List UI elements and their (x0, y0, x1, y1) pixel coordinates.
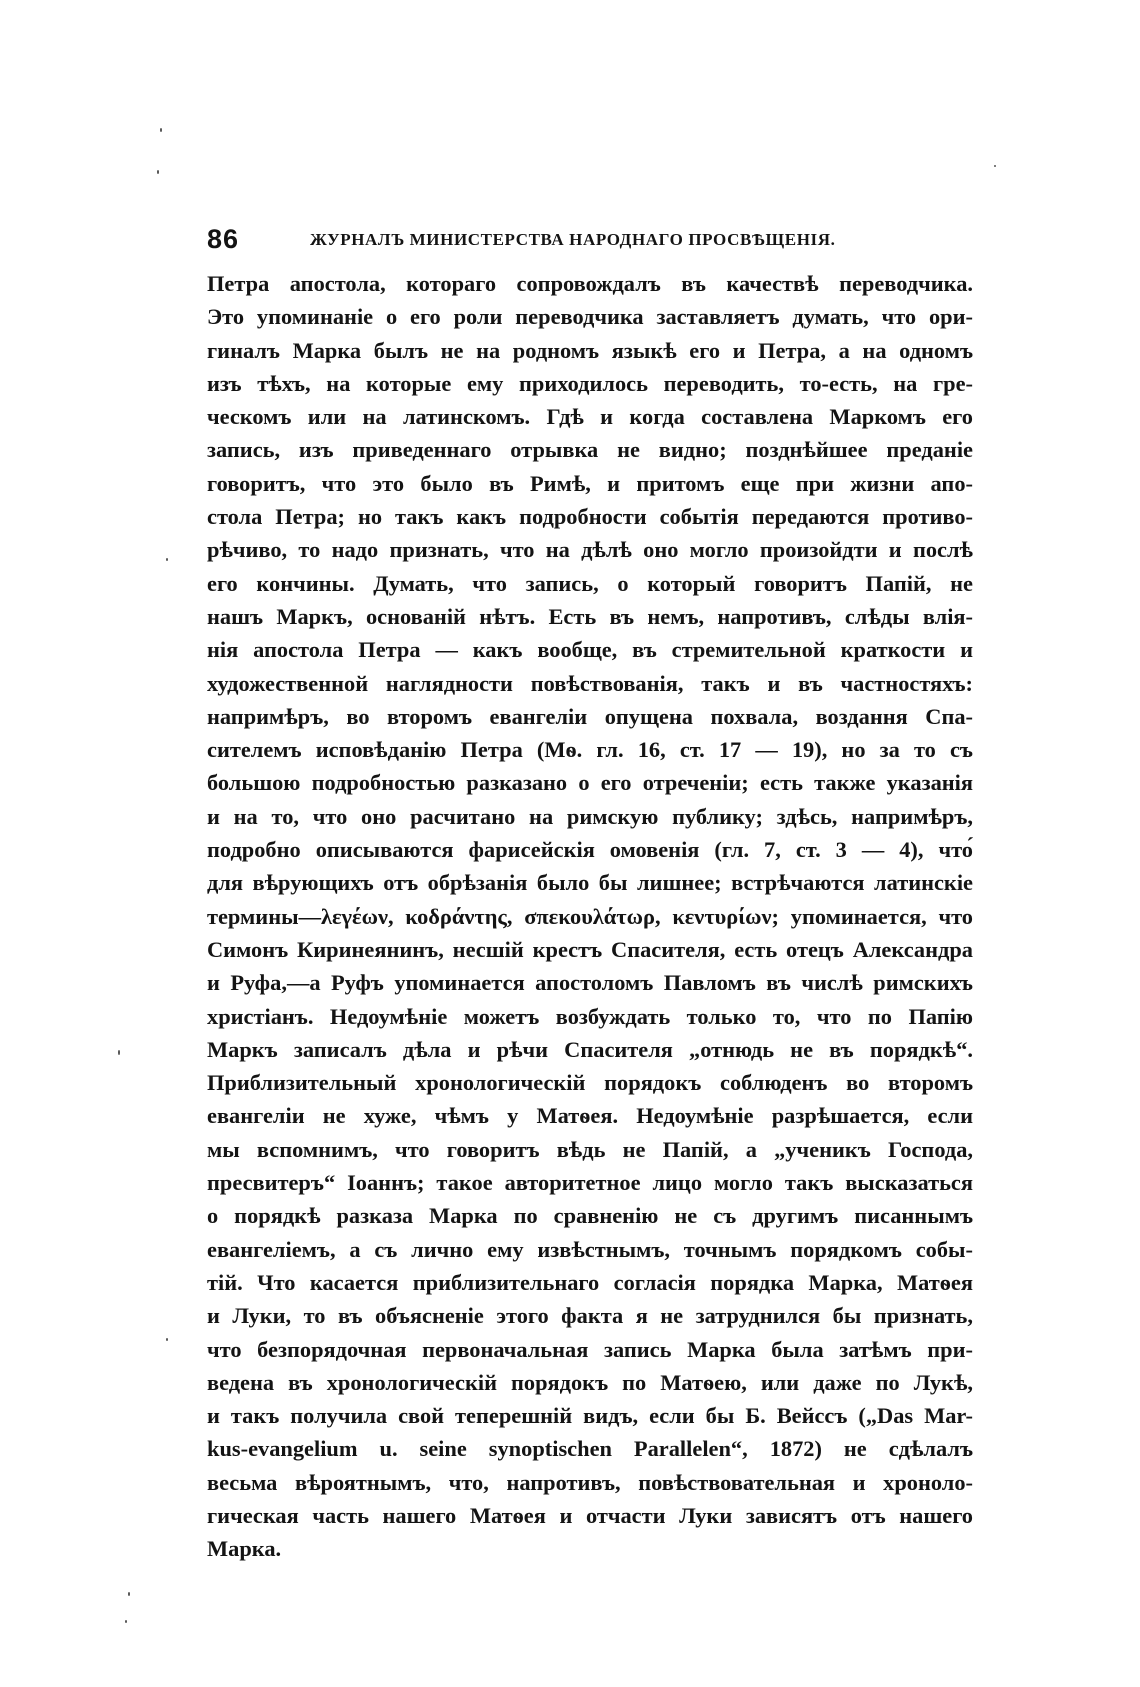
text-line: что безпорядочная первоначальная запись Марка была затѣмъ при- (207, 1336, 973, 1362)
scan-speck (128, 1592, 130, 1596)
text-line: рѣчиво, то надо признать, что на дѣлѣ оно могло произойдти и послѣ (207, 537, 973, 563)
scan-speck (118, 1050, 120, 1055)
text-line: Симонъ Киринеянинъ, несшій крестъ Спасителя, есть отецъ Александра (207, 936, 973, 962)
text-line: и Руфа,—а Руфъ упоминается апостоломъ Павломъ въ числѣ римскихъ (207, 970, 973, 996)
text-line: пресвитеръ“ Іоаннъ; такое авторитетное лицо могло такъ высказаться (207, 1170, 973, 1196)
text-line: евангеліи не хуже, чѣмъ у Матѳея. Недоумѣніе разрѣшается, если (207, 1103, 973, 1129)
text-line: для вѣрующихъ отъ обрѣзанія было бы лишнее; встрѣчаются латинскіе (207, 870, 973, 896)
text-line: подробно описываются фарисейскія омовенія (гл. 7, ст. 3 — 4), что́ (207, 837, 973, 863)
text-line: нія апостола Петра — какъ вообще, въ стремительной краткости и (207, 637, 973, 663)
scan-speck (157, 170, 159, 174)
text-line: и Луки, то въ объясненіе этого факта я не затруднился бы признать, (207, 1303, 973, 1329)
text-line: и такъ получила свой теперешній видъ, если бы Б. Вейссъ („Das Mar- (207, 1403, 973, 1429)
text-line: ведена въ хронологическій порядокъ по Матѳею, или даже по Лукѣ, (207, 1369, 973, 1395)
page-header (207, 224, 937, 258)
text-line: большою подробностью разказано о его отреченіи; есть также указанія (207, 770, 973, 796)
text-line: ческомъ или на латинскомъ. Гдѣ и когда составлена Маркомъ его (207, 404, 973, 430)
text-line: напримѣръ, во второмъ евангеліи опущена похвала, воздання Спа- (207, 703, 973, 729)
scan-speck (160, 128, 162, 132)
scan-speck (994, 165, 996, 167)
text-line: весьма вѣроятнымъ, что, напротивъ, повѣствовательная и хроноло- (207, 1469, 973, 1495)
scan-speck (166, 1338, 168, 1341)
text-line: мы вспомнимъ, что говоритъ вѣдь не Папій, а „ученикъ Господа, (207, 1136, 973, 1162)
text-line: гиналъ Марка былъ не на родномъ языкѣ его и Петра, а на одномъ (207, 337, 973, 363)
page-number: 86 (207, 224, 240, 254)
text-line: евангеліемъ, а съ лично ему извѣстнымъ, точнымъ порядкомъ собы- (207, 1236, 973, 1262)
text-line: гическая часть нашего Матѳея и отчасти Луки зависятъ отъ нашего (207, 1502, 973, 1528)
text-line: стола Петра; но такъ какъ подробности событія передаются противо- (207, 504, 973, 530)
text-line: Маркъ записалъ дѣла и рѣчи Спасителя „отнюдь не въ порядкѣ“. (207, 1036, 973, 1062)
text-line: kus-evangelium u. seine synoptischen Parallelen“, 1872) не сдѣлалъ (207, 1436, 973, 1462)
text-line: художественной наглядности повѣствованія, такъ и въ частностяхъ: (207, 670, 973, 696)
text-line: термины—λεγέων, κοδράντης, σπεκουλάτωρ, κεντυρίων; упоминается, что (207, 903, 973, 929)
text-line: о порядкѣ разказа Марка по сравненію не съ другимъ писаннымъ (207, 1203, 973, 1229)
body-text (207, 267, 973, 1566)
text-line: Это упоминаніе о его роли переводчика заставляетъ думать, что ори- (207, 304, 973, 330)
running-title: ЖУРНАЛЪ МИНИСТЕРСТВА НАРОДНАГО ПРОСВѢЩЕНІЯ. (310, 230, 836, 249)
text-line: Петра апостола, котораго сопровождалъ въ качествѣ переводчика. (207, 271, 973, 296)
text-line: его кончины. Думать, что запись, о который говоритъ Папій, не (207, 570, 973, 596)
text-line-last: Марка. (207, 1536, 282, 1562)
text-line: христіанъ. Недоумѣніе можетъ возбуждать только то, что по Папію (207, 1003, 973, 1029)
text-line: тій. Что касается приблизительнаго согласія порядка Марка, Матѳея (207, 1269, 973, 1295)
text-line: изъ тѣхъ, на которые ему приходилось переводить, то-есть, на гре- (207, 370, 973, 396)
text-line: и на то, что оно расчитано на римскую публику; здѣсь, напримѣръ, (207, 803, 973, 829)
text-line: сителемъ исповѣданію Петра (Мѳ. гл. 16, ст. 17 — 19), но за то съ (207, 737, 973, 763)
scan-speck (166, 558, 168, 561)
text-line: нашъ Маркъ, основаній нѣтъ. Есть въ немъ, напротивъ, слѣды влія- (207, 603, 973, 629)
text-line: говоритъ, что это было въ Римѣ, и притомъ еще при жизни апо- (207, 470, 973, 496)
scan-speck (125, 1620, 127, 1623)
text-line: запись, изъ приведеннаго отрывка не видно; позднѣйшее преданіе (207, 437, 973, 463)
text-line: Приблизительный хронологическій порядокъ соблюденъ во второмъ (207, 1070, 973, 1096)
